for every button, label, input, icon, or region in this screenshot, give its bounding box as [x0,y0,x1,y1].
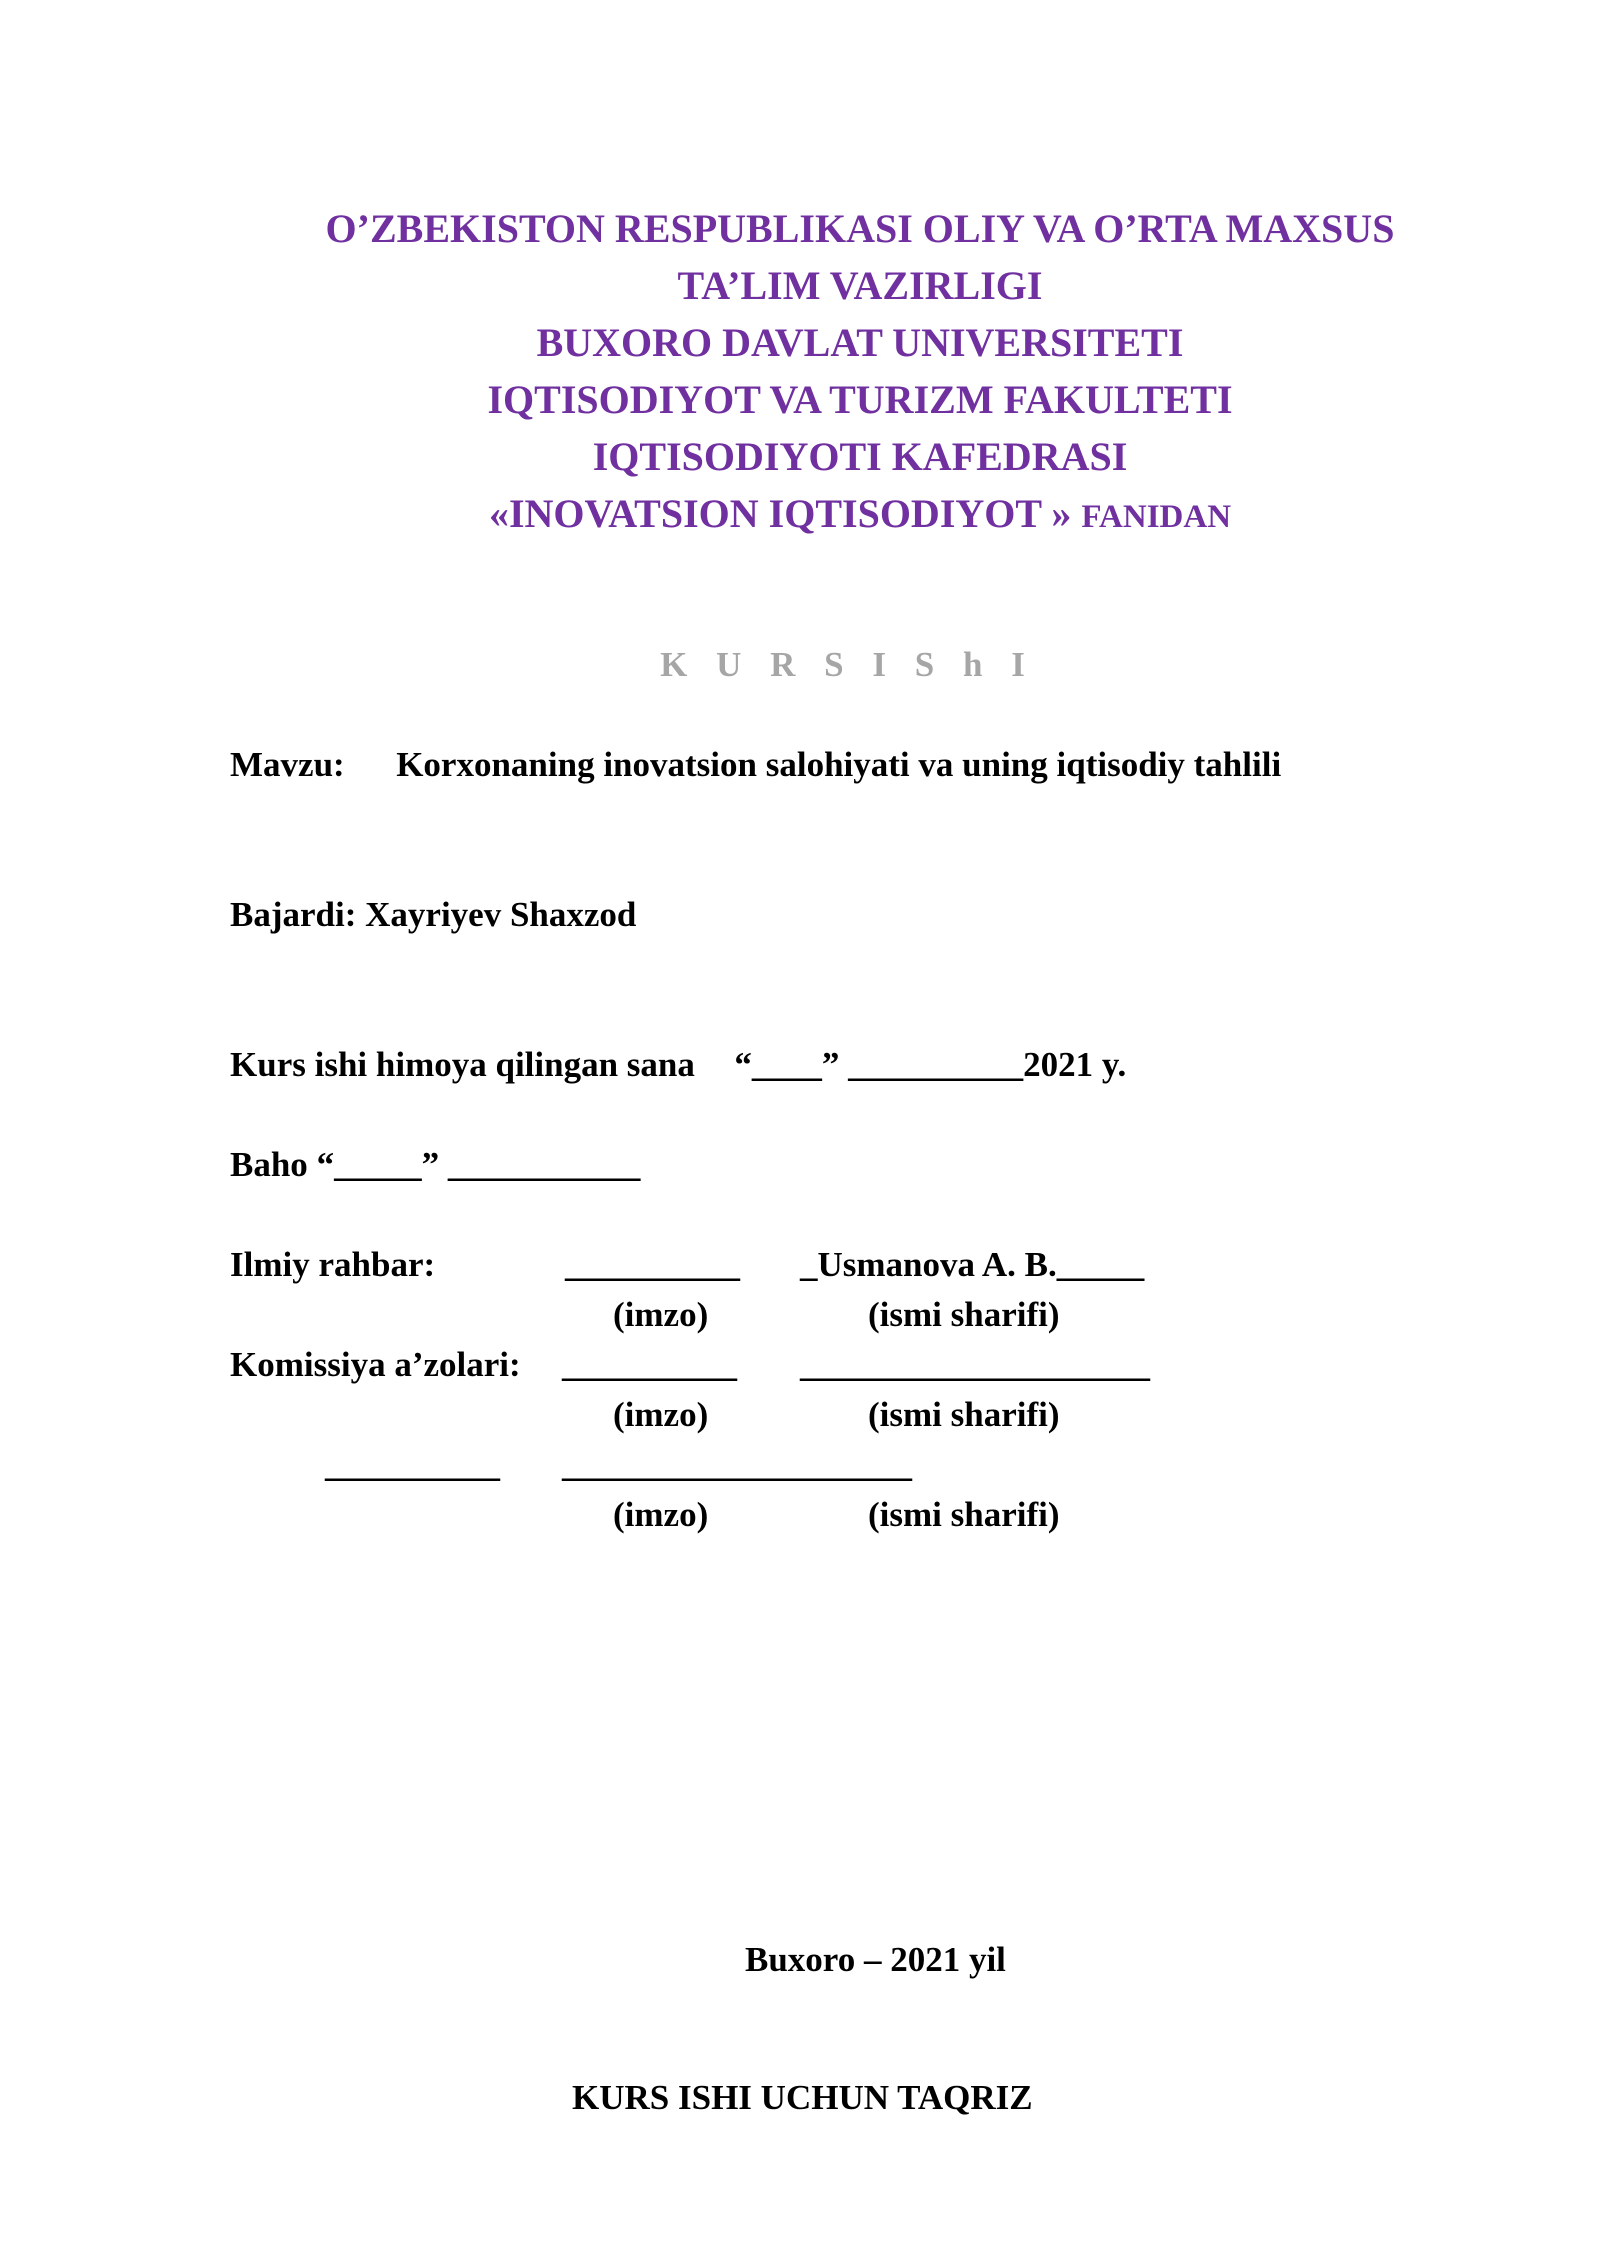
topic-label: Mavzu: [230,745,345,784]
commission-row1-name-blank: ____________________ [800,1345,1150,1384]
supervisor-signature-blank: __________ [565,1245,740,1284]
defense-month-blank: __________ [848,1045,1024,1084]
institution-header [0,200,1600,546]
defense-date-label: Kurs ishi himoya qilingan sana [230,1045,695,1084]
document-type-title: K U R S I S h I [660,645,1035,684]
supervisor-name-caption: (ismi sharifi) [868,1295,1060,1334]
topic-line [230,745,1281,785]
author-name: Xayriyev Shaxzod [365,895,637,934]
commission-row1-signature-caption: (imzo) [613,1395,709,1434]
header-line-ministry: O’ZBEKISTON RESPUBLIKASI OLIY VA O’RTA MAXSUS [325,206,1395,251]
defense-year: 2021 y. [1023,1045,1127,1084]
grade-word-blank: ___________ [447,1145,641,1184]
author-label: Bajardi: [230,895,357,934]
defense-day-blank: “____” [734,1045,840,1084]
supervisor-label: Ilmiy rahbar: [230,1245,436,1284]
commission-row2-name-blank: ____________________ [562,1445,912,1484]
commission-row1-signature-blank: __________ [562,1345,737,1384]
header-line-department: IQTISODIYOTI KAFEDRASI [592,434,1128,479]
commission-label: Komissiya a’zolari: [230,1345,521,1384]
grade-value-blank: “_____” [316,1145,440,1184]
header-line-ministry-cont: TA’LIM VAZIRLIGI [677,263,1043,308]
commission-row2-signature-caption: (imzo) [613,1495,709,1534]
next-section-title: KURS ISHI UCHUN TAQRIZ [572,2078,1033,2117]
place-and-year: Buxoro – 2021 yil [745,1940,1006,1979]
commission-row2-name-caption: (ismi sharifi) [868,1495,1060,1534]
header-line-university: BUXORO DAVLAT UNIVERSITETI [536,320,1184,365]
grade-label: Baho [230,1145,308,1184]
commission-row2-signature-blank: __________ [325,1445,500,1484]
header-line-faculty: IQTISODIYOT VA TURIZM FAKULTETI [487,377,1233,422]
defense-date-line [230,1045,1126,1085]
author-line [230,895,636,935]
grade-line [230,1145,640,1185]
header-line-subject [0,485,1600,546]
commission-row1-name-caption: (ismi sharifi) [868,1395,1060,1434]
supervisor-signature-caption: (imzo) [613,1295,709,1334]
topic-value: Korxonaning inovatsion salohiyati va uning iqtisodiy tahlili [396,745,1282,784]
subject-name: «INOVATSION IQTISODIYOT » [488,491,1082,536]
subject-suffix: FANIDAN [1081,499,1232,535]
supervisor-name: _Usmanova A. B._____ [800,1245,1145,1284]
